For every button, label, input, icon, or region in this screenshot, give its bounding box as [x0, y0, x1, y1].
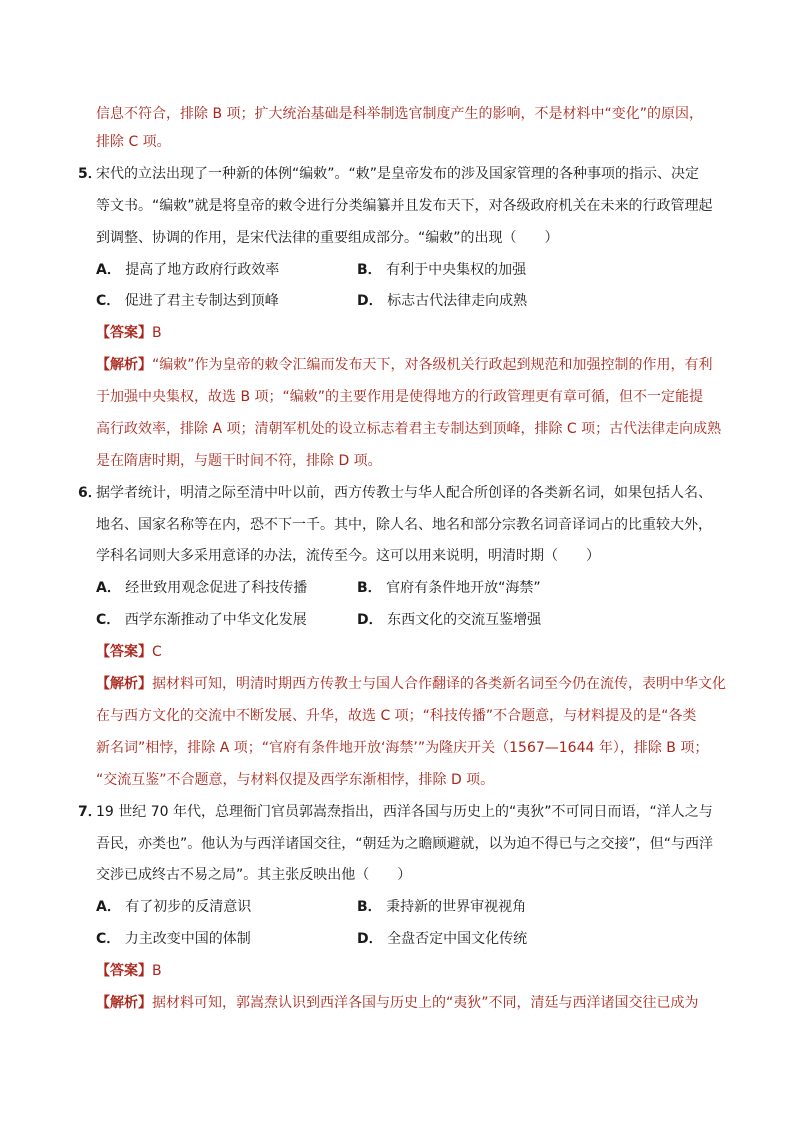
- option-label: B．: [357, 899, 382, 915]
- answer-tag: 【答案】: [96, 325, 152, 341]
- option-label: D．: [357, 293, 383, 309]
- question-7-analysis-1: [96, 992, 699, 1014]
- question-7-answer: [96, 960, 162, 982]
- question-7-number: 7．: [78, 804, 102, 820]
- option-text: 西学东渐推动了中华文化发展: [124, 612, 307, 628]
- option-text: 经世致用观念促进了科技传播: [125, 580, 308, 596]
- option-label: D．: [357, 931, 383, 947]
- question-7-option-d: [357, 928, 527, 950]
- answer-value: B: [152, 963, 162, 979]
- option-label: C．: [96, 293, 121, 309]
- analysis-tag: 【解析】: [96, 357, 152, 373]
- option-label: A．: [96, 262, 121, 278]
- question-5-number: 5．: [78, 166, 102, 182]
- option-label: B．: [357, 580, 382, 596]
- question-7-option-b: [357, 896, 526, 918]
- question-7-option-a: [96, 896, 251, 918]
- option-label: D．: [357, 612, 383, 628]
- answer-tag: 【答案】: [96, 644, 152, 660]
- option-text: 秉持新的世界审视视角: [386, 899, 527, 915]
- question-6-answer: [96, 641, 162, 663]
- question-6-stem-1: 据学者统计，明清之际至清中叶以前，西方传教士与华人配合所创译的各类新名词，如果包括人名、: [96, 485, 712, 501]
- answer-value: B: [152, 325, 162, 341]
- question-5-option-b: [357, 259, 526, 281]
- question-6-analysis-2: 在与西方文化的交流中不断发展、升华，故选 C 项；“科技传播”不合题意，与材料提及的是“各类: [96, 708, 697, 724]
- question-5-answer: [96, 322, 162, 344]
- question-6-stem-2: 地名、国家名称等在内，恐不下一千。其中，除人名、地名和部分宗教名词音译词占的比重较大外，: [96, 517, 712, 533]
- question-6-analysis-3: 新名词”相悖，排除 A 项；“官府有条件地开放‘海禁’”为隆庆开关（1567—1644 年），排除 B 项；: [96, 740, 709, 756]
- option-text: 促进了君主专制达到顶峰: [124, 293, 279, 309]
- intro-line-1: 信息不符合，排除 B 项；扩大统治基础是科举制选官制度产生的影响，不是材料中“变化”的原因，: [96, 106, 704, 122]
- option-label: C．: [96, 612, 121, 628]
- question-6-option-d: [357, 609, 541, 631]
- option-text: 官府有条件地开放“海禁”: [386, 580, 541, 596]
- option-text: 全盘否定中国文化传统: [387, 931, 528, 947]
- question-6-option-b: [357, 577, 541, 599]
- answer-tag: 【答案】: [96, 963, 152, 979]
- question-5-analysis-3: 高行政效率，排除 A 项；清朝军机处的设立标志着君主专制达到顶峰，排除 C 项；古代法律走向成熟: [96, 421, 722, 437]
- analysis-text: “编敕”作为皇帝的敕令汇编而发布天下，对各级机关行政起到规范和加强控制的作用，有利: [152, 357, 713, 373]
- question-6-option-c: [96, 609, 307, 631]
- option-text: 有了初步的反清意识: [125, 899, 252, 915]
- question-5-option-c: [96, 290, 279, 312]
- question-5-stem-3: 到调整、协调的作用，是宋代法律的重要组成部分。“编敕”的出现（ ）: [96, 230, 559, 246]
- question-5-stem-2: 等文书。“编敕”就是将皇帝的敕令进行分类编纂并且发布天下，对各级政府机关在未来的行政管理起: [96, 198, 713, 214]
- question-7-stem-2: 吾民，亦类也”。他认为与西洋诸国交往，“朝廷为之瞻顾避就，以为迫不得已与之交接”，但“与西洋: [96, 836, 714, 852]
- question-5-analysis-1: [96, 354, 713, 376]
- question-6-number: 6．: [78, 485, 102, 501]
- analysis-tag: 【解析】: [96, 995, 152, 1011]
- option-text: 标志古代法律走向成熟: [387, 293, 528, 309]
- answer-value: C: [152, 644, 162, 660]
- option-text: 东西文化的交流互鉴增强: [387, 612, 542, 628]
- question-5-option-d: [357, 290, 527, 312]
- question-7-stem-3: 交涉已成终古不易之局”。其主张反映出他（ ）: [96, 867, 412, 883]
- option-text: 有利于中央集权的加强: [386, 262, 527, 278]
- question-7-stem-1: 19 世纪 70 年代，总理衙门官员郭嵩焘指出，西洋各国与历史上的“夷狄”不可同日而语，“洋人之与: [96, 804, 713, 820]
- option-label: A．: [96, 580, 121, 596]
- analysis-tag: 【解析】: [96, 676, 152, 692]
- option-label: C．: [96, 931, 121, 947]
- option-label: B．: [357, 262, 382, 278]
- question-7-option-c: [96, 928, 251, 950]
- question-5-stem-1: 宋代的立法出现了一种新的体例“编敕”。“敕”是皇帝发布的涉及国家管理的各种事项的指示、决定: [96, 166, 700, 182]
- question-6-analysis-4: “交流互鉴”不合题意，与材料仅提及西学东渐相悖，排除 D 项。: [96, 772, 495, 788]
- analysis-text: 据材料可知，明清时期西方传教士与国人合作翻译的各类新名词至今仍在流传，表明中华文化: [152, 676, 726, 692]
- question-5-analysis-4: 是在隋唐时期，与题干时间不符，排除 D 项。: [96, 453, 382, 469]
- option-text: 提高了地方政府行政效率: [125, 262, 280, 278]
- option-label: A．: [96, 899, 121, 915]
- question-6-stem-3: 学科名词则大多采用意译的办法，流传至今。这可以用来说明，明清时期（ ）: [96, 548, 600, 564]
- question-6-option-a: [96, 577, 307, 599]
- question-5-analysis-2: 于加强中央集权，故选 B 项；“编敕”的主要作用是使得地方的行政管理更有章可循，但不一定能提: [96, 389, 704, 405]
- intro-line-2: 排除 C 项。: [96, 134, 171, 150]
- analysis-text: 据材料可知，郭嵩焘认识到西洋各国与历史上的“夷狄”不同，清廷与西洋诸国交往已成为: [152, 995, 699, 1011]
- question-5-option-a: [96, 259, 279, 281]
- option-text: 力主改变中国的体制: [124, 931, 251, 947]
- question-6-analysis-1: [96, 673, 726, 695]
